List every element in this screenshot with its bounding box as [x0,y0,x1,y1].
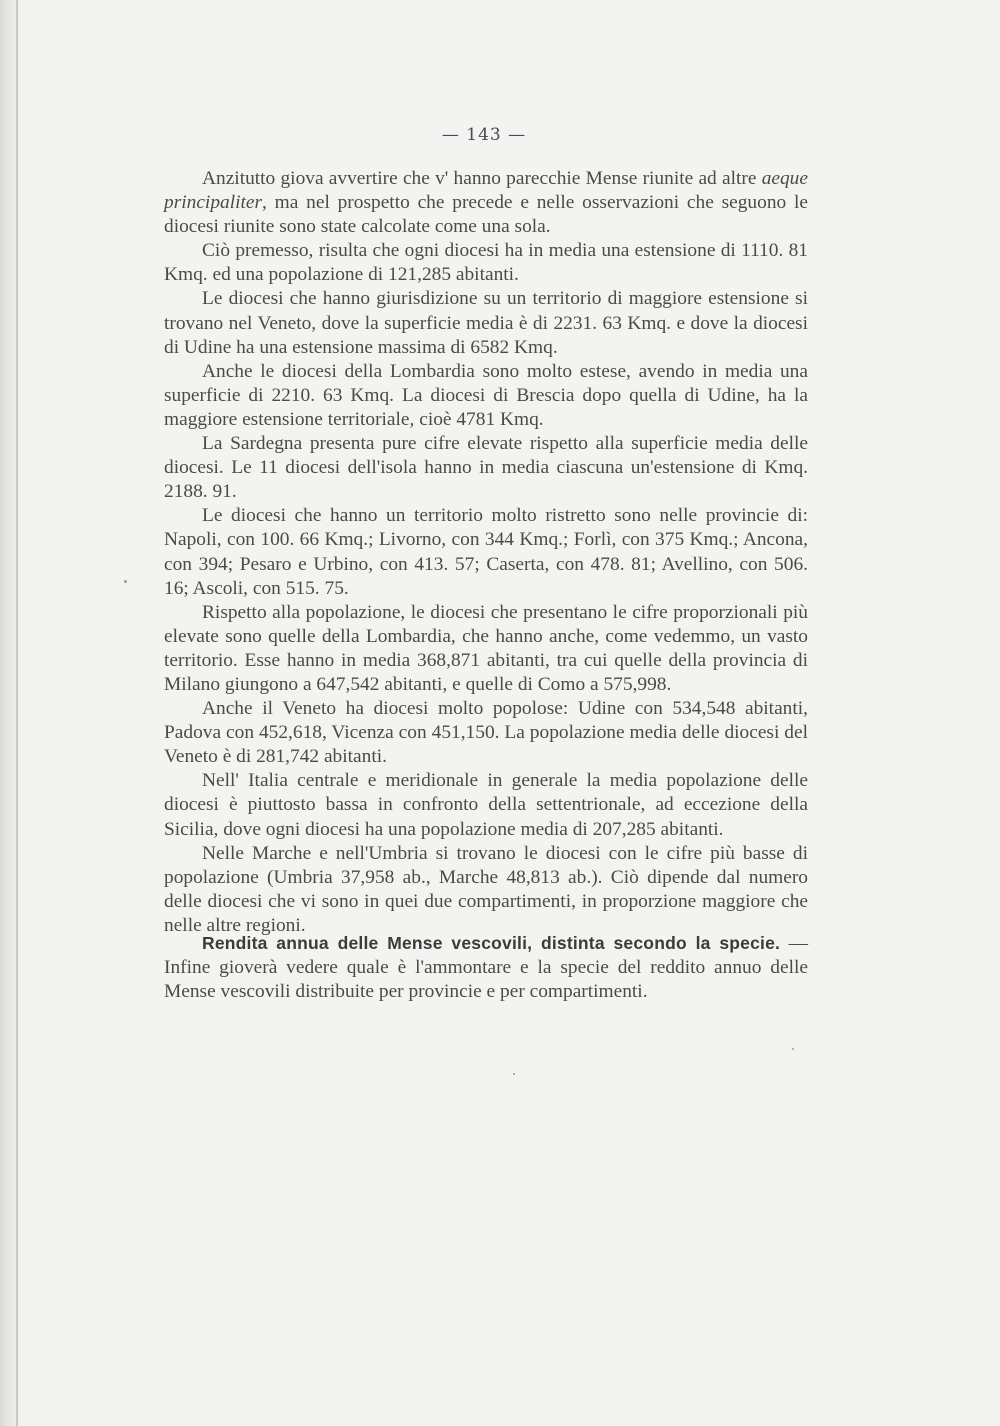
paragraph-6: Le diocesi che hanno un territorio molto ristretto sono nelle provincie di: Napoli, con 100. 66 Kmq.; Livorno, con 344 Kmq.; Forlì, con 375 Kmq.; Ancona, con 394; Pesaro e Urbino, con 413. 57; Caserta, con 478. 81; Avellino, con 506. 16; Ascoli, con 515. 75. [164,505,808,599]
body-text [164,167,808,938]
paragraph-1-italic: aeque principaliter [164,168,808,214]
paragraph-1-text-b: , ma nel prospetto che precede e nelle osservazioni che seguono le diocesi riunite sono state calcolate come una sola. [164,192,808,238]
paragraph-1-text-a: Anzitutto giova avvertire che v' hanno parecchie Mense riunite ad altre [202,168,762,189]
section-text: — Infine gioverà vedere quale è l'ammontare e la specie del reddito annuo delle Mense vescovili distribuite per provincie e per compartimenti. [164,933,808,1003]
paragraph-1 [164,167,808,239]
paper-speck [124,580,127,583]
page-left-edge [0,0,22,1426]
paragraph-10: Nelle Marche e nell'Umbria si trovano le diocesi con le cifre più basse di popolazione (Umbria 37,958 ab., Marche 48,813 ab.). Ciò dipende dal numero delle diocesi che vi sono in quei due compartimenti, in proporzione maggiore che nelle altre regioni. [164,842,808,936]
binding-line [16,0,18,1426]
paragraph-4: Anche le diocesi della Lombardia sono molto estese, avendo in media una superficie di 2210. 63 Kmq. La diocesi di Brescia dopo quella di Udine, ha la maggiore estensione territoriale, cioè 4781 Kmq. [164,360,808,430]
paragraph-2: Ciò premesso, risulta che ogni diocesi ha in media una estensione di 1110. 81 Kmq. ed una popolazione di 121,285 abitanti. [164,240,808,286]
paper-speck [513,1073,515,1075]
paper-speck [792,1048,794,1050]
section-rendita [164,931,808,1004]
page-number: — 143 — [441,125,527,145]
paragraph-3: Le diocesi che hanno giurisdizione su un territorio di maggiore estensione si trovano nel Veneto, dove la superficie media è di 2231. 63 Kmq. e dove la diocesi di Udine ha una estensione massima di 6582 Kmq. [164,288,808,358]
section-paragraph [164,931,808,1004]
paragraph-5: La Sardegna presenta pure cifre elevate rispetto alla superficie media delle diocesi. Le 11 diocesi dell'isola hanno in media ciascuna un'estensione di Kmq. 2188. 91. [164,433,808,503]
paragraph-8: Anche il Veneto ha diocesi molto popolose: Udine con 534,548 abitanti, Padova con 452,618, Vicenza con 451,150. La popolazione media delle diocesi del Veneto è di 281,742 abitanti. [164,698,808,768]
section-heading: Rendita annua delle Mense vescovili, distinta secondo la specie. [202,933,781,953]
paragraph-9: Nell' Italia centrale e meridionale in generale la media popolazione delle diocesi è piuttosto bassa in confronto della settentrionale, ad eccezione della Sicilia, dove ogni diocesi ha una popolazione media di 207,285 abitanti. [164,770,808,840]
paragraph-7: Rispetto alla popolazione, le diocesi che presentano le cifre proporzionali più elevate sono quelle della Lombardia, che hanno anche, come vedemmo, un vasto territorio. Esse hanno in media 368,871 abitanti, tra cui quelle della provincia di Milano giungono a 647,542 abitanti, e quelle di Como a 575,998. [164,601,808,695]
